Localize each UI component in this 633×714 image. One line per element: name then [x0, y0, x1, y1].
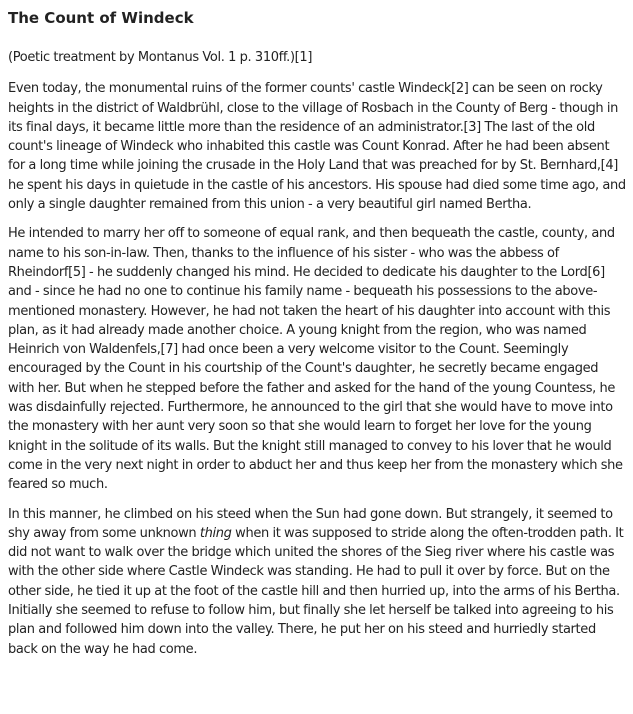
emphasized-word: thing — [199, 525, 232, 541]
paragraph-3-text-end: when it was supposed to stride along the often-trodden path. It did not want to walk over the bridge which united the shores of the Sieg river where his castle was with the other side where Castle Windeck was standing. He had to pull it over by force. But on the other side, he tied it up at the foot of the castle hill and then hurried up, into the arms of his Bertha. Initially she seemed to refuse to follow him, but finally she let herself be talked into agreeing to his plan and followed him down into the valley. There, he put her on his steed and hurriedly started back on the way he had come. — [8, 525, 624, 657]
source-note: (Poetic treatment by Montanus Vol. 1 p. 310ff.)[1] — [8, 50, 313, 65]
paragraph-1: Even today, the monumental ruins of the former counts' castle Windeck[2] can be seen on rocky heights in the district of Waldbrühl, close to the village of Rosbach in the County of Berg - though in its final days, it became little more than the residence of an administrator.[3] The last of the old count's lineage of Windeck who inhabited this castle was Count Konrad. After he had been absent for a long time while joining the crusade in the Holy Land that was preached for by St. Bernhard,[4] he spent his days in quietude in the castle of his ancestors. His spouse had died some time ago, and only a single daughter remained from this union - a very beautiful girl named Bertha. — [8, 81, 626, 213]
page-title: The Count of Windeck — [8, 9, 194, 27]
paragraph-3 — [8, 505, 627, 659]
paragraph-2: He intended to marry her off to someone of equal rank, and then bequeath the castle, county, and name to his son-in-law. Then, thanks to the influence of his sister - who was the abbess of Rheindorf[5] - he suddenly changed his mind. He decided to dedicate his daughter to the Lord[6] and - since he had no one to continue his family name - bequeath his possessions to the above-mentioned monastery. However, he had not taken the heart of his daughter into account with this plan, as it had already made another choice. A young knight from the region, who was named Heinrich von Waldenfels,[7] had once been a very welcome visitor to the Count. Seemingly encouraged by the Count in his courtship of the Count's daughter, he secretly became engaged with her. But when he stepped before the father and asked for the hand of the young Countess, he was disdainfully rejected. Furthermore, he announced to the girl that she would have to move into the monastery with her aunt very soon so that she would learn to forget her love for the young knight in the solitude of its walls. But the knight still managed to convey to his lover that he would come in the very next night in order to abduct her and thus keep her from the monastery which she feared so much. — [8, 226, 623, 493]
paragraph-3-text-start: In this manner, he climbed on his steed when the Sun had gone down. But strangely, it seemed to shy away from some unknown — [8, 506, 613, 541]
